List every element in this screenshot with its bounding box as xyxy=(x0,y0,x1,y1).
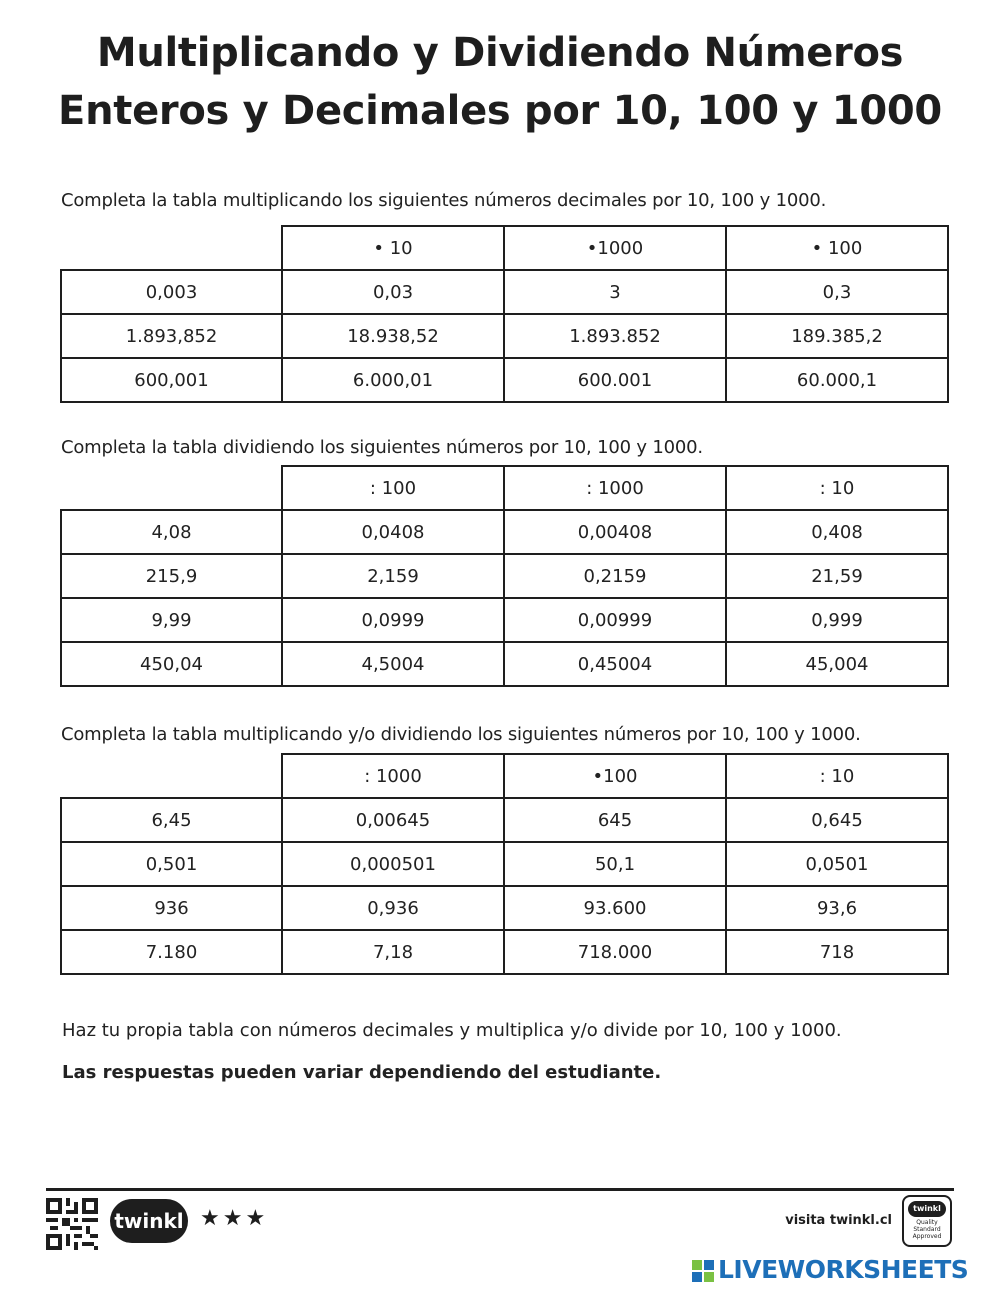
header-cell: : 100 xyxy=(282,466,504,510)
badge-text: Quality Standard Approved xyxy=(912,1219,942,1240)
answer-cell[interactable]: 0,0999 xyxy=(282,598,504,642)
table-mixed xyxy=(60,753,949,975)
table-header-row xyxy=(61,226,948,270)
answer-cell[interactable]: 6.000,01 xyxy=(282,358,504,402)
answer-cell[interactable]: 0,408 xyxy=(726,510,948,554)
answer-cell[interactable]: 2,159 xyxy=(282,554,504,598)
answer-cell[interactable]: 0,03 xyxy=(282,270,504,314)
answer-cell[interactable]: 0,00645 xyxy=(282,798,504,842)
liveworksheets-logo-icon xyxy=(692,1260,714,1282)
final-answer[interactable]: Las respuestas pueden variar dependiendo del estudiante. xyxy=(62,1062,662,1083)
instruction-mixed: Completa la tabla multiplicando y/o dividiendo los siguientes números por 10, 100 y 1000. xyxy=(61,724,861,745)
row-number-cell: 600,001 xyxy=(61,358,282,402)
header-cell: •100 xyxy=(504,754,726,798)
table-row xyxy=(61,842,948,886)
header-cell: •1000 xyxy=(504,226,726,270)
answer-cell[interactable]: 0,0408 xyxy=(282,510,504,554)
watermark-text: LIVEWORKSHEETS xyxy=(718,1255,969,1284)
answer-cell[interactable]: 0,645 xyxy=(726,798,948,842)
header-blank-cell xyxy=(61,754,282,798)
answer-cell[interactable]: 21,59 xyxy=(726,554,948,598)
row-number-cell: 936 xyxy=(61,886,282,930)
table-row xyxy=(61,270,948,314)
row-number-cell: 7.180 xyxy=(61,930,282,974)
header-cell: : 1000 xyxy=(282,754,504,798)
answer-cell[interactable]: 7,18 xyxy=(282,930,504,974)
row-number-cell: 450,04 xyxy=(61,642,282,686)
answer-cell[interactable]: 3 xyxy=(504,270,726,314)
answer-cell[interactable]: 1.893.852 xyxy=(504,314,726,358)
twinkl-logo: twinkl xyxy=(110,1199,188,1243)
table-multiply xyxy=(60,225,949,403)
final-instruction: Haz tu propia tabla con números decimales y multiplica y/o divide por 10, 100 y 1000. xyxy=(62,1020,842,1041)
row-number-cell: 1.893,852 xyxy=(61,314,282,358)
answer-cell[interactable]: 0,936 xyxy=(282,886,504,930)
instruction-multiply: Completa la tabla multiplicando los siguientes números decimales por 10, 100 y 1000. xyxy=(61,190,827,211)
row-number-cell: 0,003 xyxy=(61,270,282,314)
table-row xyxy=(61,358,948,402)
answer-cell[interactable]: 93.600 xyxy=(504,886,726,930)
quality-badge xyxy=(902,1195,952,1247)
qr-code-icon xyxy=(46,1198,98,1250)
table-row xyxy=(61,642,948,686)
row-number-cell: 6,45 xyxy=(61,798,282,842)
table-row xyxy=(61,598,948,642)
title-line-2: Enteros y Decimales por 10, 100 y 1000 xyxy=(58,88,942,134)
page-title xyxy=(0,24,1000,140)
header-cell: • 100 xyxy=(726,226,948,270)
difficulty-stars-icon: ★★★ xyxy=(200,1206,269,1231)
answer-cell[interactable]: 18.938,52 xyxy=(282,314,504,358)
header-blank-cell xyxy=(61,466,282,510)
answer-cell[interactable]: 0,000501 xyxy=(282,842,504,886)
answer-cell[interactable]: 93,6 xyxy=(726,886,948,930)
table-row xyxy=(61,930,948,974)
header-cell: • 10 xyxy=(282,226,504,270)
header-cell: : 10 xyxy=(726,466,948,510)
footer-divider xyxy=(46,1188,954,1191)
row-number-cell: 215,9 xyxy=(61,554,282,598)
row-number-cell: 9,99 xyxy=(61,598,282,642)
table-header-row xyxy=(61,466,948,510)
answer-cell[interactable]: 0,2159 xyxy=(504,554,726,598)
table-divide xyxy=(60,465,949,687)
answer-cell[interactable]: 189.385,2 xyxy=(726,314,948,358)
answer-cell[interactable]: 718.000 xyxy=(504,930,726,974)
answer-cell[interactable]: 0,999 xyxy=(726,598,948,642)
table-row xyxy=(61,798,948,842)
answer-cell[interactable]: 645 xyxy=(504,798,726,842)
table-row xyxy=(61,510,948,554)
answer-cell[interactable]: 0,00408 xyxy=(504,510,726,554)
answer-cell[interactable]: 45,004 xyxy=(726,642,948,686)
table-row xyxy=(61,554,948,598)
row-number-cell: 4,08 xyxy=(61,510,282,554)
header-blank-cell xyxy=(61,226,282,270)
instruction-divide: Completa la tabla dividiendo los siguientes números por 10, 100 y 1000. xyxy=(61,437,703,458)
liveworksheets-watermark xyxy=(692,1255,968,1284)
answer-cell[interactable]: 718 xyxy=(726,930,948,974)
table-header-row xyxy=(61,754,948,798)
visit-link[interactable]: visita twinkl.cl xyxy=(785,1213,892,1228)
answer-cell[interactable]: 0,45004 xyxy=(504,642,726,686)
answer-cell[interactable]: 0,00999 xyxy=(504,598,726,642)
answer-cell[interactable]: 600.001 xyxy=(504,358,726,402)
title-line-1: Multiplicando y Dividiendo Números xyxy=(96,30,904,76)
answer-cell[interactable]: 0,3 xyxy=(726,270,948,314)
header-cell: : 1000 xyxy=(504,466,726,510)
table-row xyxy=(61,886,948,930)
answer-cell[interactable]: 60.000,1 xyxy=(726,358,948,402)
answer-cell[interactable]: 0,0501 xyxy=(726,842,948,886)
table-row xyxy=(61,314,948,358)
row-number-cell: 0,501 xyxy=(61,842,282,886)
header-cell: : 10 xyxy=(726,754,948,798)
answer-cell[interactable]: 4,5004 xyxy=(282,642,504,686)
answer-cell[interactable]: 50,1 xyxy=(504,842,726,886)
badge-logo: twinkl xyxy=(908,1201,946,1217)
